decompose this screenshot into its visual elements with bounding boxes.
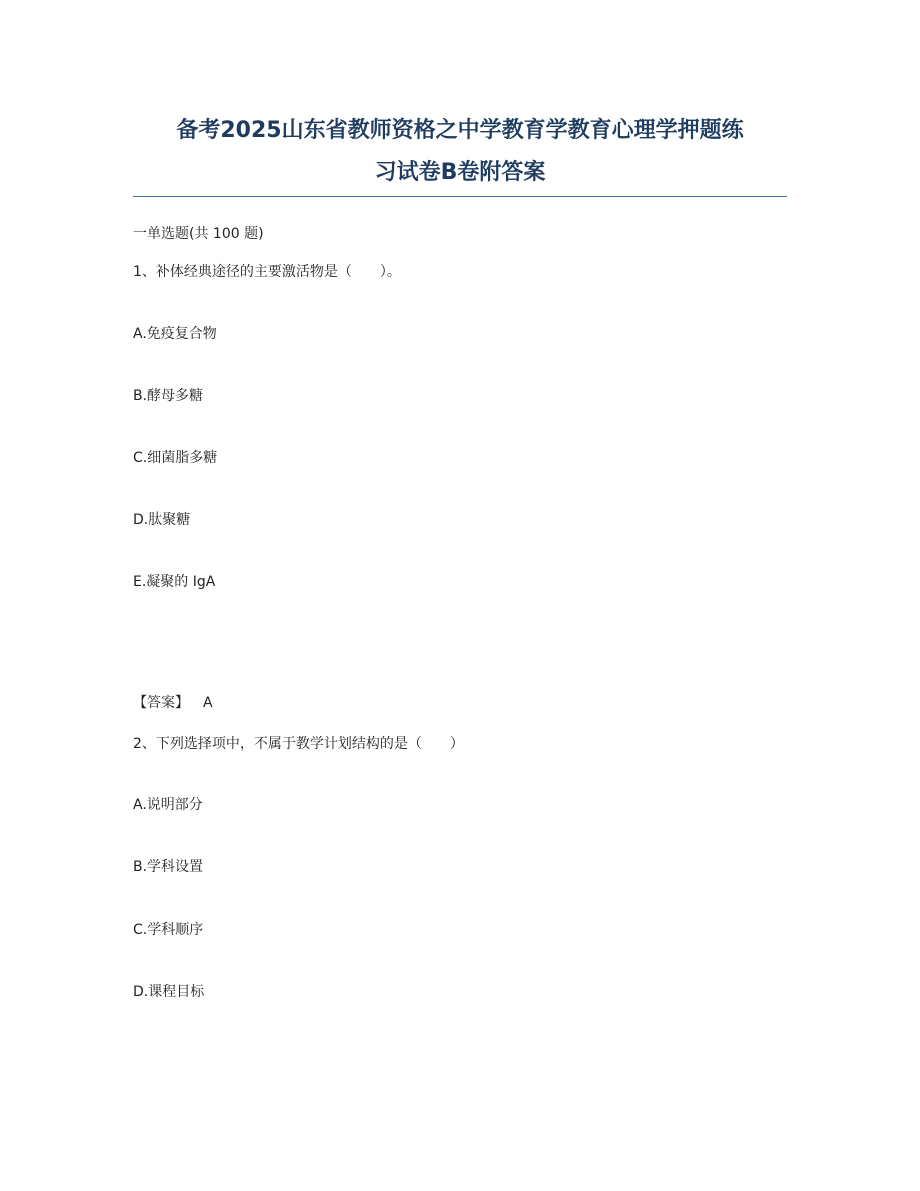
document-title-line-2: 习试卷B卷附答案 — [374, 160, 546, 185]
question-2-option-a: A.说明部分 — [133, 797, 203, 813]
answer-value: A — [203, 695, 213, 711]
answer-label: 【答案】 — [133, 695, 189, 711]
question-2-option-c: C.学科顺序 — [133, 922, 204, 938]
question-2-stem: 2、下列选择项中，不属于教学计划结构的是（ ） — [133, 736, 464, 752]
question-1-option-c: C.细菌脂多糖 — [133, 450, 218, 466]
question-1-option-a: A.免疫复合物 — [133, 326, 217, 342]
title-divider — [133, 196, 787, 197]
document-title-line-1: 备考2025山东省教师资格之中学教育学教育心理学押题练 — [176, 118, 744, 143]
question-1-answer — [133, 693, 213, 713]
document-title — [133, 110, 787, 194]
question-1-option-d: D.肽聚糖 — [133, 512, 191, 528]
question-1-option-b: B.酵母多糖 — [133, 388, 204, 404]
section-header: 一单选题(共 100 题) — [133, 226, 264, 242]
question-1-stem: 1、补体经典途径的主要激活物是（ ）。 — [133, 264, 401, 280]
question-2-option-d: D.课程目标 — [133, 984, 205, 1000]
question-2-option-b: B.学科设置 — [133, 859, 204, 875]
question-1-option-e: E.凝聚的 IgA — [133, 574, 216, 590]
